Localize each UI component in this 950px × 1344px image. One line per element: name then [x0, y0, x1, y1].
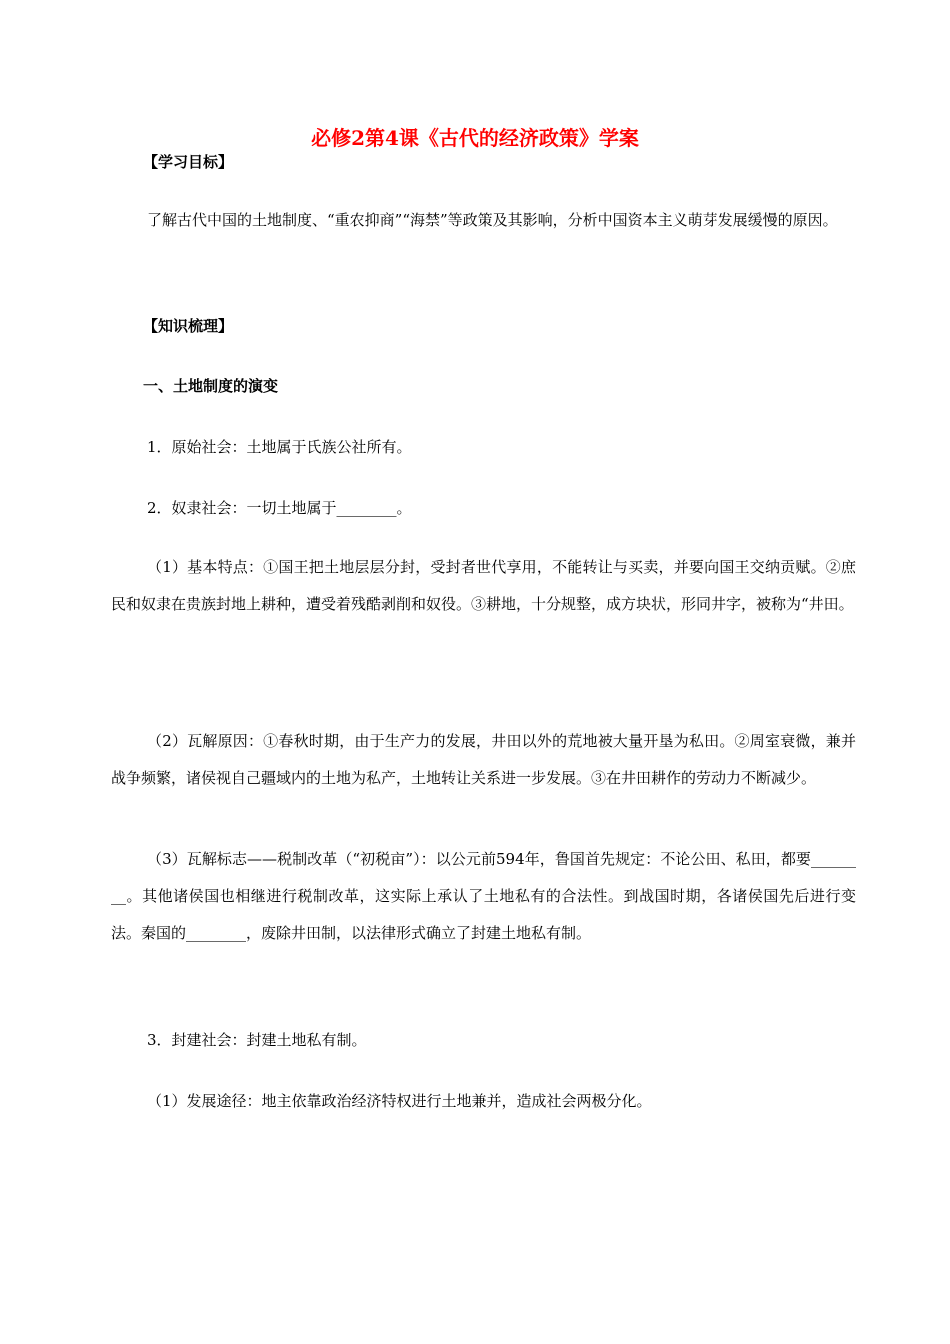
paragraph-development-path: （1）发展途径：地主依靠政治经济特权进行土地兼并，造成社会两极分化。 [147, 1092, 652, 1110]
paragraph-basic-features: （1）基本特点：①国王把土地层层分封，受封者世代享用，不能转让与买卖，并要向国王交纳贡赋。②庶民和奴隶在贵族封地上耕种，遭受着残酷剥削和奴役。③耕地，十分规整，成方块状，形同井字，被称为“井田。 [111, 558, 856, 613]
list-item-slave-society: 2．奴隶社会：一切土地属于________。 [147, 499, 412, 517]
paragraph-collapse-sign: （3）瓦解标志——税制改革（“初税亩”）：以公元前594年，鲁国首先规定：不论公田、私田，都要________。其他诸侯国也相继进行税制改革，这实际上承认了土地私有的合法性。到战国时期，各诸侯国先后进行变法。秦国的________，废除井田制，以法律形式确立了封建土地私有制。 [111, 850, 856, 942]
paragraph-collapse-reasons: （2）瓦解原因：①春秋时期，由于生产力的发展，井田以外的荒地被大量开垦为私田。②周室衰微，兼并战争频繁，诸侯视自己疆域内的土地为私产，土地转让关系进一步发展。③在井田耕作的劳动力不断减少。 [111, 732, 856, 787]
objectives-paragraph: 了解古代中国的土地制度、“重农抑商”“海禁”等政策及其影响，分析中国资本主义萌芽发展缓慢的原因。 [147, 211, 838, 229]
list-item-primitive-society: 1．原始社会：土地属于氏族公社所有。 [147, 438, 412, 456]
objectives-heading: 【学习目标】 [143, 153, 234, 171]
list-item-feudal-society: 3．封建社会：封建土地私有制。 [147, 1031, 367, 1049]
section-heading-land-system: 一、土地制度的演变 [143, 377, 279, 395]
knowledge-heading: 【知识梳理】 [143, 317, 234, 335]
document-title: 必修2第4课《古代的经济政策》学案 [311, 126, 639, 150]
